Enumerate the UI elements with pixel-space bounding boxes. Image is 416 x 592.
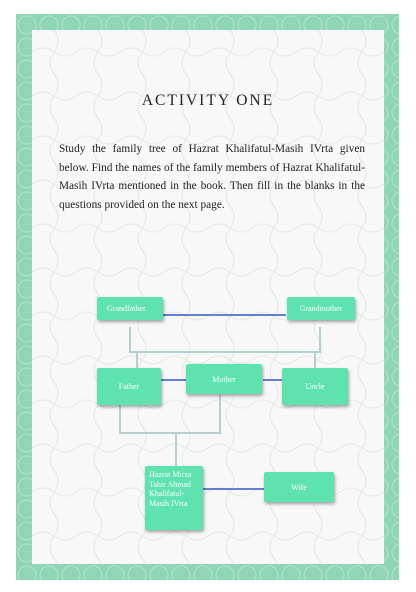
uncle-box: Uncle <box>282 368 348 405</box>
activity-title: ACTIVITY ONE <box>141 92 275 109</box>
grandfather-box: Grandfather <box>97 297 163 320</box>
mother-box: Mother <box>186 364 262 394</box>
activity-instructions: Study the family tree of Hazrat Khalifatul-Masih IVrta given below. Find the names of the family members of Hazrat Khalifatul-Masih IVrta mentioned in the book. Then fill in the blanks in the questions provided on the next page. <box>59 143 365 211</box>
grandparents-children-bracket <box>130 327 320 352</box>
self-box: Hazrat Mirza Tahir Ahmad Khalifatul-Masih IVrta <box>145 466 203 530</box>
wife-box: Wife <box>264 472 334 502</box>
father-box: Father <box>97 368 161 405</box>
grandmother-box: Grandmother <box>287 297 355 320</box>
